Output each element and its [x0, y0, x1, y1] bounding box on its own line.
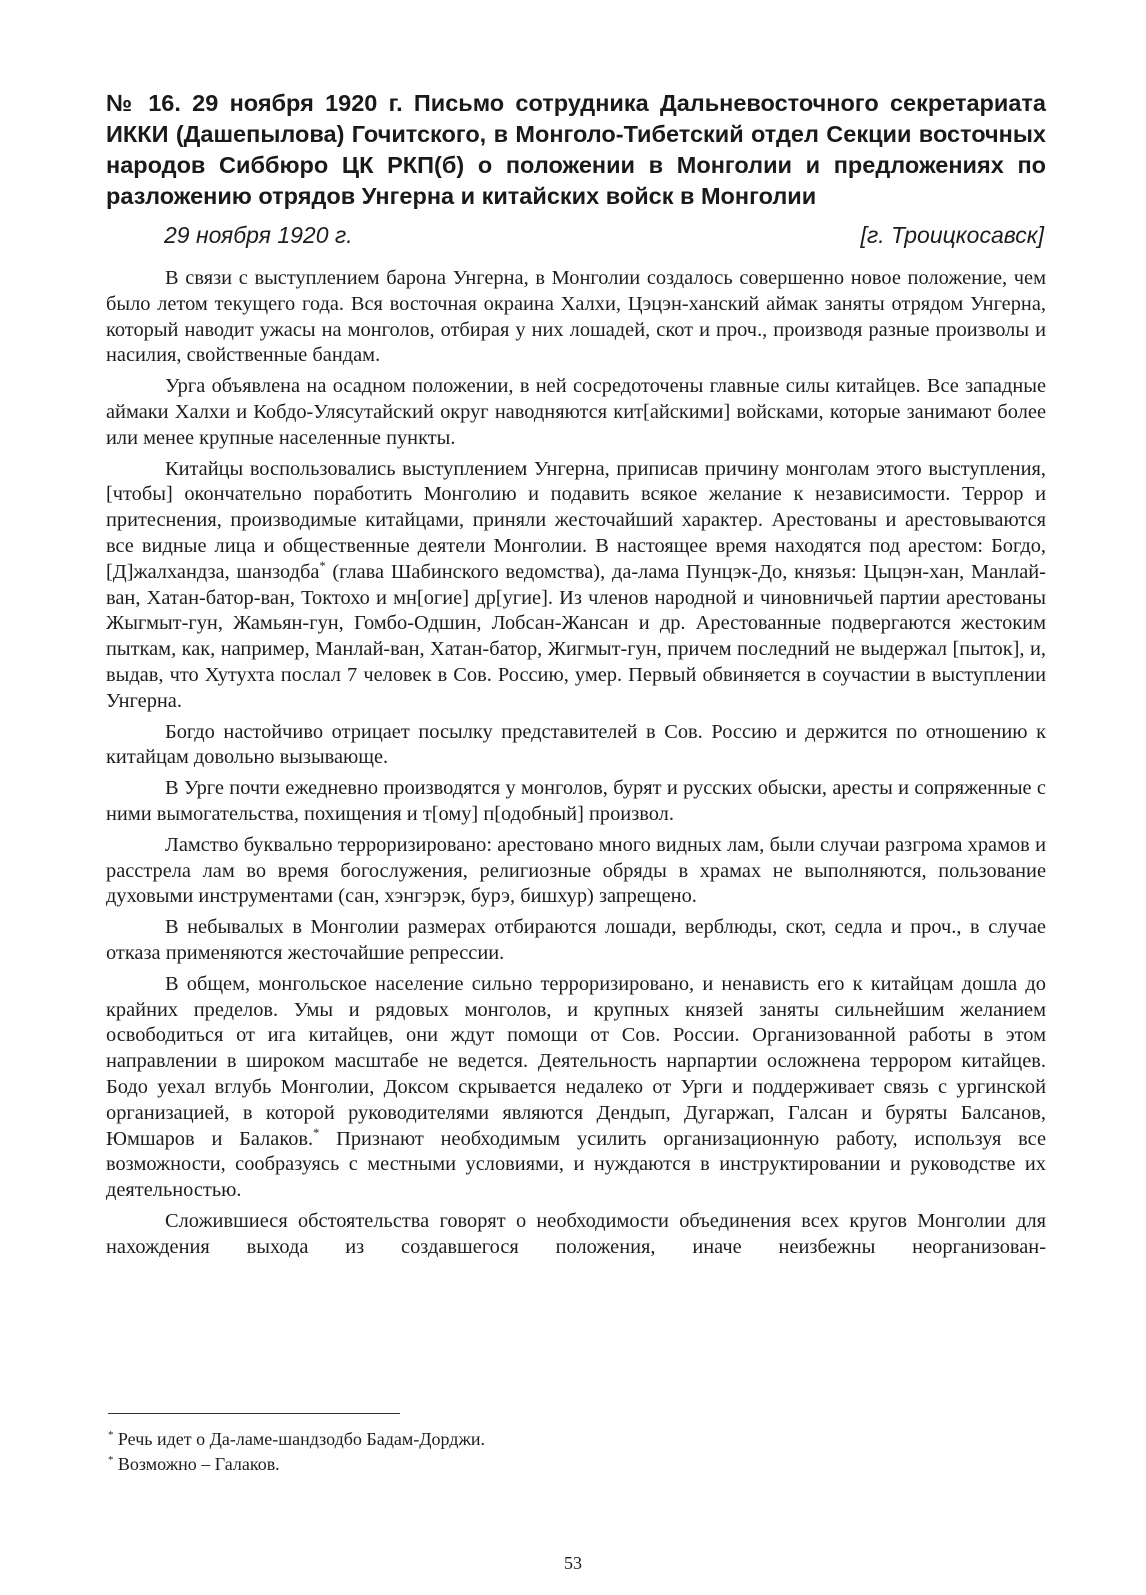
- paragraph: [106, 972, 1046, 1204]
- paragraph-text: Признают необходимым усилить организационную работу, используя все возможности, сообразуясь с местными условиями, и нуждаются в инструктировании и руководстве их деятельностью.: [106, 1127, 1046, 1202]
- document-body: [106, 266, 1046, 1265]
- paragraph: Богдо настойчиво отрицает посылку представителей в Сов. Россию и держится по отношению к китайцам довольно вызывающе.: [106, 720, 1046, 769]
- date-line: [164, 218, 1044, 252]
- paragraph: [106, 457, 1046, 715]
- footnote-marker: *: [108, 1454, 114, 1466]
- document-date: 29 ноября 1920 г.: [164, 222, 353, 248]
- paragraph: В небывалых в Монголии размерах отбираются лошади, верблюды, скот, седла и проч., в случае отказа применяются жесточайшие репрессии.: [106, 916, 1046, 964]
- footnote-marker: *: [319, 558, 326, 573]
- page-number: 53: [564, 1553, 582, 1573]
- footnote: [108, 1452, 808, 1477]
- paragraph: Урга объявлена на осадном положении, в ней сосредоточены главные силы китайцев. Все западные аймаки Халхи и Кобдо-Улясутайский округ наводняются кит[айскими] войсками, которые занимают более или менее крупные населенные пункты.: [106, 375, 1046, 449]
- paragraph-text: (глава Шабинского ведомства), да-лама Пунцэк-До, князья: Цыцэн-хан, Манлай-ван, Хатан-батор-ван, Токтохо и мн[огие] др[угие]. Из членов народной и чиновничьей партии арестованы Жыгмыт-гун, Жамьян-гун, Гомбо-Одшин, Лобсан-Жансан и др. Арестованные подвергаются жестоким пыткам, как, например, Манлай-ван, Хатан-батор, Жигмыт-гун, причем последний не выдержал [пыток], и, выдав, что Хутухта послал 7 человек в Сов. Россию, умер. Первый обвиняется в соучастии в выступлении Унгерна.: [106, 560, 1046, 712]
- footnote-text: Возможно – Галаков.: [117, 1454, 280, 1474]
- paragraph: Сложившиеся обстоятельства говорят о необходимости объединения всех кругов Монголии для нахождения выхода из создавшегося положения, иначе неизбежны неорганизован-: [106, 1209, 1046, 1258]
- document-title: № 16. 29 ноября 1920 г. Письмо сотрудника Дальневосточного секретариата ИККИ (Дашепылова) Гочитского, в Монголо-Тибетский отдел Секции восточных народов Сиббюро ЦК РКП(б) о положении в Монголии и предложениях по разложению отрядов Унгерна и китайских войск в Монголии: [106, 90, 1046, 209]
- footnote-marker: *: [313, 1125, 320, 1140]
- footnotes: [108, 1427, 808, 1477]
- footnote-divider: [108, 1413, 400, 1414]
- footnote: [108, 1427, 808, 1452]
- paragraph: Ламство буквально терроризировано: арестовано много видных лам, были случаи разгрома храмов и расстрела лам во время богослужения, религиозные обряды в храмах не выполняются, пользование духовыми инструментами (сан, хэнгэрэк, бурэ, бишхур) запрещено.: [106, 833, 1046, 908]
- footnote-marker: *: [108, 1429, 114, 1441]
- paragraph-text: В общем, монгольское население сильно терроризировано, и ненависть его к китайцам дошла до крайних пределов. Умы и рядовых монголов, и крупных князей заняты сильнейшим желанием освободиться от ига китайцев, они ждут помощи от Сов. России. Организованной работы в этом направлении в широком масштабе не ведется. Деятельность нарпартии осложнена террором китайцев. Бодо уехал вглубь Монголии, Доксом скрывается недалеко от Урги и поддерживает связь с ургинской организацией, в которой руководителями являются Дендып, Дугаржап, Галсан и буряты Балсанов, Юмшаров и Балаков.: [106, 972, 1046, 1150]
- paragraph: В связи с выступлением барона Унгерна, в Монголии создалось совершенно новое положение, чем было летом текущего года. Вся восточная окраина Халхи, Цэцэн-ханский аймак заняты отрядом Унгерна, который наводит ужасы на монголов, отбирая у них лошадей, скот и проч., производя разные произволы и насилия, свойственные бандам.: [106, 267, 1046, 367]
- paragraph-text: Китайцы воспользовались выступлением Унгерна, приписав причину монголам этого выступления, [чтобы] окончательно поработить Монголию и подавить всякое желание к независимости. Террор и притеснения, производимые китайцами, приняли жесточайший характер. Арестованы и арестовываются все видные лица и общественные деятели Монголии. В настоящее время находятся под арестом: Богдо, [Д]жалхандза, шанзодба: [106, 457, 1046, 583]
- footnote-text: Речь идет о Да-ламе-шандзодбо Бадам-Дорджи.: [117, 1429, 486, 1449]
- document-place: [г. Троицкосавск]: [860, 222, 1044, 248]
- paragraph: В Урге почти ежедневно производятся у монголов, бурят и русских обыски, аресты и сопряженные с ними вымогательства, похищения и т[ому] п[одобный] произвол.: [106, 777, 1046, 825]
